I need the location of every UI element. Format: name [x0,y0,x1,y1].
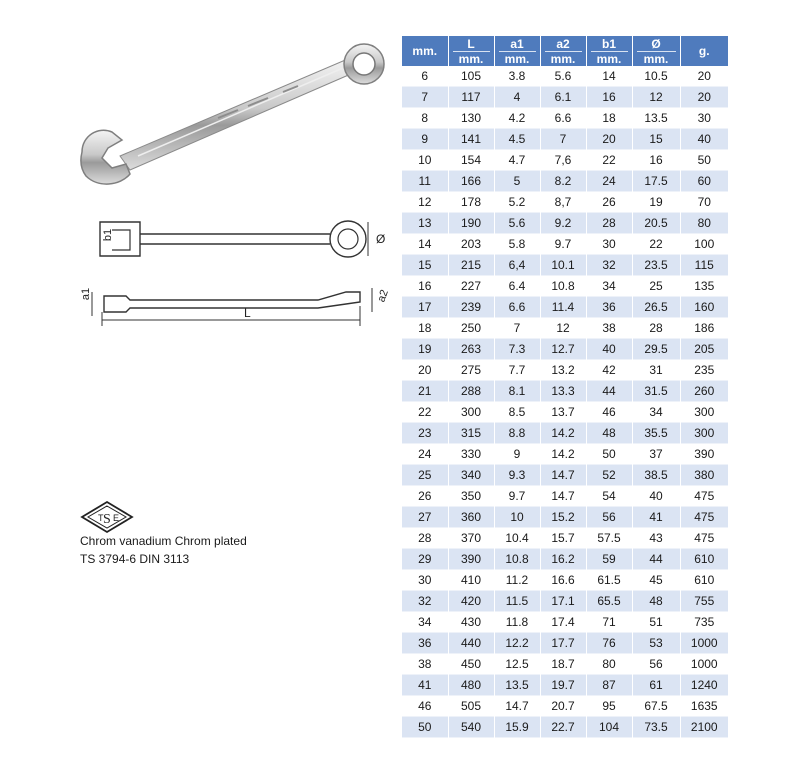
table-cell: 160 [680,297,728,318]
table-cell: 80 [680,213,728,234]
table-cell: 205 [680,339,728,360]
table-cell: 52 [586,465,632,486]
table-cell: 15 [632,129,680,150]
table-row [402,339,728,360]
table-cell: 24 [402,444,448,465]
table-cell: 380 [680,465,728,486]
table-cell: 13.5 [632,108,680,129]
table-cell: 315 [448,423,494,444]
table-cell: 178 [448,192,494,213]
table-cell: 60 [680,171,728,192]
table-cell: 186 [680,318,728,339]
table-cell: 275 [448,360,494,381]
table-cell: 8.1 [494,381,540,402]
table-cell: 20.5 [632,213,680,234]
table-row [402,255,728,276]
table-cell: 14.2 [540,444,586,465]
table-row [402,507,728,528]
table-cell: 8 [402,108,448,129]
table-cell: 1240 [680,675,728,696]
table-cell: 288 [448,381,494,402]
table-cell: 340 [448,465,494,486]
table-cell: 26 [586,192,632,213]
table-row [402,486,728,507]
column-header-unit: mm. [596,51,622,66]
column-header-label: a2 [545,37,582,52]
table-cell: 13 [402,213,448,234]
table-cell: 6.6 [540,108,586,129]
svg-text:S: S [103,512,111,527]
table-row [402,423,728,444]
table-cell: 16 [402,276,448,297]
table-cell: 41 [402,675,448,696]
table-row [402,612,728,633]
table-cell: 8,7 [540,192,586,213]
table-cell: 410 [448,570,494,591]
table-cell: 70 [680,192,728,213]
table-cell: 11.2 [494,570,540,591]
table-cell: 420 [448,591,494,612]
table-cell: 23 [402,423,448,444]
table-cell: 30 [402,570,448,591]
table-cell: 360 [448,507,494,528]
table-cell: 10.8 [494,549,540,570]
table-cell: 7 [494,318,540,339]
table-row [402,213,728,234]
table-cell: 13.2 [540,360,586,381]
table-cell: 10.4 [494,528,540,549]
table-cell: 56 [586,507,632,528]
table-row [402,171,728,192]
table-cell: 22 [632,234,680,255]
table-cell: 65.5 [586,591,632,612]
wrench-technical-drawing [78,208,398,336]
table-cell: 38 [586,318,632,339]
table-cell: 9.7 [494,486,540,507]
table-cell: 17.5 [632,171,680,192]
table-cell: 13.7 [540,402,586,423]
table-cell: 14 [586,66,632,87]
table-cell: 14.7 [494,696,540,717]
table-cell: 13.3 [540,381,586,402]
table-cell: 9.2 [540,213,586,234]
table-cell: 430 [448,612,494,633]
table-cell: 29 [402,549,448,570]
table-cell: 20 [586,129,632,150]
table-cell: 610 [680,549,728,570]
table-cell: 100 [680,234,728,255]
table-cell: 13.5 [494,675,540,696]
table-cell: 3.8 [494,66,540,87]
table-cell: 215 [448,255,494,276]
table-cell: 5.2 [494,192,540,213]
table-row [402,528,728,549]
table-row [402,318,728,339]
table-cell: 154 [448,150,494,171]
table-cell: 10.1 [540,255,586,276]
table-cell: 5 [494,171,540,192]
table-cell: 15.2 [540,507,586,528]
table-cell: 17.4 [540,612,586,633]
table-cell: 1000 [680,654,728,675]
column-header-label: Ø [637,37,676,52]
table-cell: 610 [680,570,728,591]
table-cell: 300 [448,402,494,423]
table-cell: 440 [448,633,494,654]
table-cell: 250 [448,318,494,339]
column-header-unit: mm. [643,51,669,66]
table-row [402,696,728,717]
drawing-label-a1: a1 [80,287,93,301]
table-cell: 46 [586,402,632,423]
table-cell: 475 [680,507,728,528]
table-cell: 105 [448,66,494,87]
spec-material: Chrom vanadium Chrom plated [80,534,247,548]
table-cell: 48 [586,423,632,444]
column-header-label: a1 [499,37,536,52]
table-cell: 95 [586,696,632,717]
table-cell: 190 [448,213,494,234]
table-cell: 50 [402,717,448,738]
table-cell: 6.4 [494,276,540,297]
table-cell: 12.7 [540,339,586,360]
table-cell: 35.5 [632,423,680,444]
table-cell: 36 [402,633,448,654]
table-cell: 4.2 [494,108,540,129]
drawing-label-b1: b1 [102,228,115,242]
table-cell: 14.7 [540,465,586,486]
table-cell: 7 [402,87,448,108]
table-cell: 20 [402,360,448,381]
table-cell: 4.5 [494,129,540,150]
table-cell: 16 [632,150,680,171]
table-cell: 43 [632,528,680,549]
column-header [586,36,632,66]
table-cell: 41 [632,507,680,528]
table-cell: 25 [402,465,448,486]
table-cell: 10.8 [540,276,586,297]
table-cell: 141 [448,129,494,150]
table-cell: 61.5 [586,570,632,591]
table-cell: 14.7 [540,486,586,507]
table-row [402,549,728,570]
table-cell: 12.5 [494,654,540,675]
table-cell: 40 [632,486,680,507]
table-row [402,570,728,591]
table-cell: 31.5 [632,381,680,402]
table-cell: 28 [632,318,680,339]
table-cell: 755 [680,591,728,612]
table-cell: 11.5 [494,591,540,612]
column-header-unit: mm. [550,51,576,66]
table-row [402,633,728,654]
svg-text:E: E [113,513,120,523]
table-cell: 8.2 [540,171,586,192]
table-cell: 50 [680,150,728,171]
table-row [402,654,728,675]
table-cell: 28 [402,528,448,549]
column-header-unit: mm. [504,51,530,66]
table-row [402,150,728,171]
table-cell: 32 [402,591,448,612]
table-cell: 6,4 [494,255,540,276]
svg-text:T: T [98,513,104,523]
table-cell: 46 [402,696,448,717]
table-cell: 15.9 [494,717,540,738]
table-row [402,234,728,255]
table-cell: 735 [680,612,728,633]
size-specs-table [402,36,728,738]
column-header-unit: mm. [458,51,484,66]
table-cell: 300 [680,402,728,423]
table-cell: 5.6 [540,66,586,87]
table-cell: 53 [632,633,680,654]
table-cell: 130 [448,108,494,129]
table-cell: 12 [632,87,680,108]
table-cell: 20 [680,87,728,108]
table-cell: 26.5 [632,297,680,318]
table-cell: 8.8 [494,423,540,444]
table-cell: 80 [586,654,632,675]
table-cell: 36 [586,297,632,318]
table-cell: 203 [448,234,494,255]
table-cell: 40 [680,129,728,150]
table-cell: 38.5 [632,465,680,486]
table-cell: 14.2 [540,423,586,444]
table-cell: 22.7 [540,717,586,738]
drawing-label-diameter: Ø [376,232,386,246]
table-cell: 16 [586,87,632,108]
table-cell: 28 [586,213,632,234]
table-header [402,36,728,66]
table-cell: 260 [680,381,728,402]
table-cell: 7.3 [494,339,540,360]
table-cell: 20.7 [540,696,586,717]
table-cell: 475 [680,486,728,507]
table-row [402,444,728,465]
table-cell: 56 [632,654,680,675]
table-cell: 24 [586,171,632,192]
table-cell: 10 [402,150,448,171]
table-cell: 61 [632,675,680,696]
table-cell: 9 [494,444,540,465]
table-cell: 34 [402,612,448,633]
drawing-label-a2: a2 [375,288,391,304]
column-header [494,36,540,66]
table-cell: 330 [448,444,494,465]
table-cell: 19 [402,339,448,360]
table-cell: 7,6 [540,150,586,171]
table-cell: 390 [448,549,494,570]
table-cell: 16.2 [540,549,586,570]
table-cell: 166 [448,171,494,192]
table-cell: 15.7 [540,528,586,549]
table-cell: 18.7 [540,654,586,675]
table-row [402,381,728,402]
table-cell: 30 [680,108,728,129]
table-cell: 17 [402,297,448,318]
table-cell: 4.7 [494,150,540,171]
table-cell: 21 [402,381,448,402]
table-cell: 19 [632,192,680,213]
table-body [402,66,728,738]
column-header [448,36,494,66]
table-cell: 50 [586,444,632,465]
table-row [402,192,728,213]
table-cell: 104 [586,717,632,738]
table-cell: 475 [680,528,728,549]
table-cell: 9.7 [540,234,586,255]
table-row [402,108,728,129]
table-cell: 27 [402,507,448,528]
table-cell: 2100 [680,717,728,738]
table-row [402,276,728,297]
column-header: mm. [402,36,448,66]
table-cell: 239 [448,297,494,318]
table-cell: 370 [448,528,494,549]
table-cell: 44 [586,381,632,402]
column-header [632,36,680,66]
table-row [402,675,728,696]
table-cell: 480 [448,675,494,696]
table-cell: 9 [402,129,448,150]
table-cell: 37 [632,444,680,465]
table-cell: 30 [586,234,632,255]
table-row [402,465,728,486]
table-cell: 300 [680,423,728,444]
table-cell: 450 [448,654,494,675]
table-cell: 17.1 [540,591,586,612]
table-cell: 71 [586,612,632,633]
table-row [402,717,728,738]
table-cell: 8.5 [494,402,540,423]
table-cell: 1000 [680,633,728,654]
table-row [402,297,728,318]
table-cell: 350 [448,486,494,507]
wrench-photo [68,28,398,198]
table-cell: 6.1 [540,87,586,108]
table-cell: 235 [680,360,728,381]
table-cell: 16.6 [540,570,586,591]
table-cell: 34 [632,402,680,423]
table-cell: 20 [680,66,728,87]
table-cell: 25 [632,276,680,297]
table-cell: 6.6 [494,297,540,318]
table-cell: 1635 [680,696,728,717]
column-header-label: L [453,37,490,52]
table-cell: 263 [448,339,494,360]
table-cell: 48 [632,591,680,612]
table-cell: 5.6 [494,213,540,234]
table-cell: 117 [448,87,494,108]
table-row [402,402,728,423]
table-cell: 76 [586,633,632,654]
table-cell: 15 [402,255,448,276]
table-cell: 6 [402,66,448,87]
table-row [402,87,728,108]
column-header: g. [680,36,728,66]
table-cell: 54 [586,486,632,507]
table-cell: 14 [402,234,448,255]
table-cell: 45 [632,570,680,591]
table-cell: 12.2 [494,633,540,654]
table-cell: 34 [586,276,632,297]
table-cell: 32 [586,255,632,276]
table-cell: 12 [540,318,586,339]
table-row [402,129,728,150]
table-cell: 9.3 [494,465,540,486]
table-cell: 87 [586,675,632,696]
table-cell: 11.8 [494,612,540,633]
table-cell: 5.8 [494,234,540,255]
tse-logo [80,500,134,534]
table-cell: 59 [586,549,632,570]
table-cell: 22 [402,402,448,423]
table-row [402,66,728,87]
table-cell: 40 [586,339,632,360]
table-cell: 12 [402,192,448,213]
table-cell: 31 [632,360,680,381]
table-cell: 22 [586,150,632,171]
table-cell: 18 [402,318,448,339]
table-cell: 7.7 [494,360,540,381]
table-row [402,360,728,381]
table-cell: 29.5 [632,339,680,360]
table-cell: 38 [402,654,448,675]
table-cell: 19.7 [540,675,586,696]
table-cell: 73.5 [632,717,680,738]
drawing-label-length: L [244,306,251,320]
table-cell: 57.5 [586,528,632,549]
table-cell: 10 [494,507,540,528]
table-cell: 4 [494,87,540,108]
table-cell: 26 [402,486,448,507]
table-cell: 44 [632,549,680,570]
column-header [540,36,586,66]
table-cell: 390 [680,444,728,465]
table-row [402,591,728,612]
table-cell: 67.5 [632,696,680,717]
table-cell: 11.4 [540,297,586,318]
spec-standard: TS 3794-6 DIN 3113 [80,552,190,566]
column-header-label: b1 [591,37,628,52]
table-cell: 540 [448,717,494,738]
table-cell: 42 [586,360,632,381]
table-cell: 17.7 [540,633,586,654]
table-cell: 7 [540,129,586,150]
table-cell: 227 [448,276,494,297]
table-cell: 135 [680,276,728,297]
table-cell: 10.5 [632,66,680,87]
table-cell: 505 [448,696,494,717]
table-cell: 23.5 [632,255,680,276]
table-cell: 18 [586,108,632,129]
table-cell: 51 [632,612,680,633]
table-cell: 115 [680,255,728,276]
table-cell: 11 [402,171,448,192]
